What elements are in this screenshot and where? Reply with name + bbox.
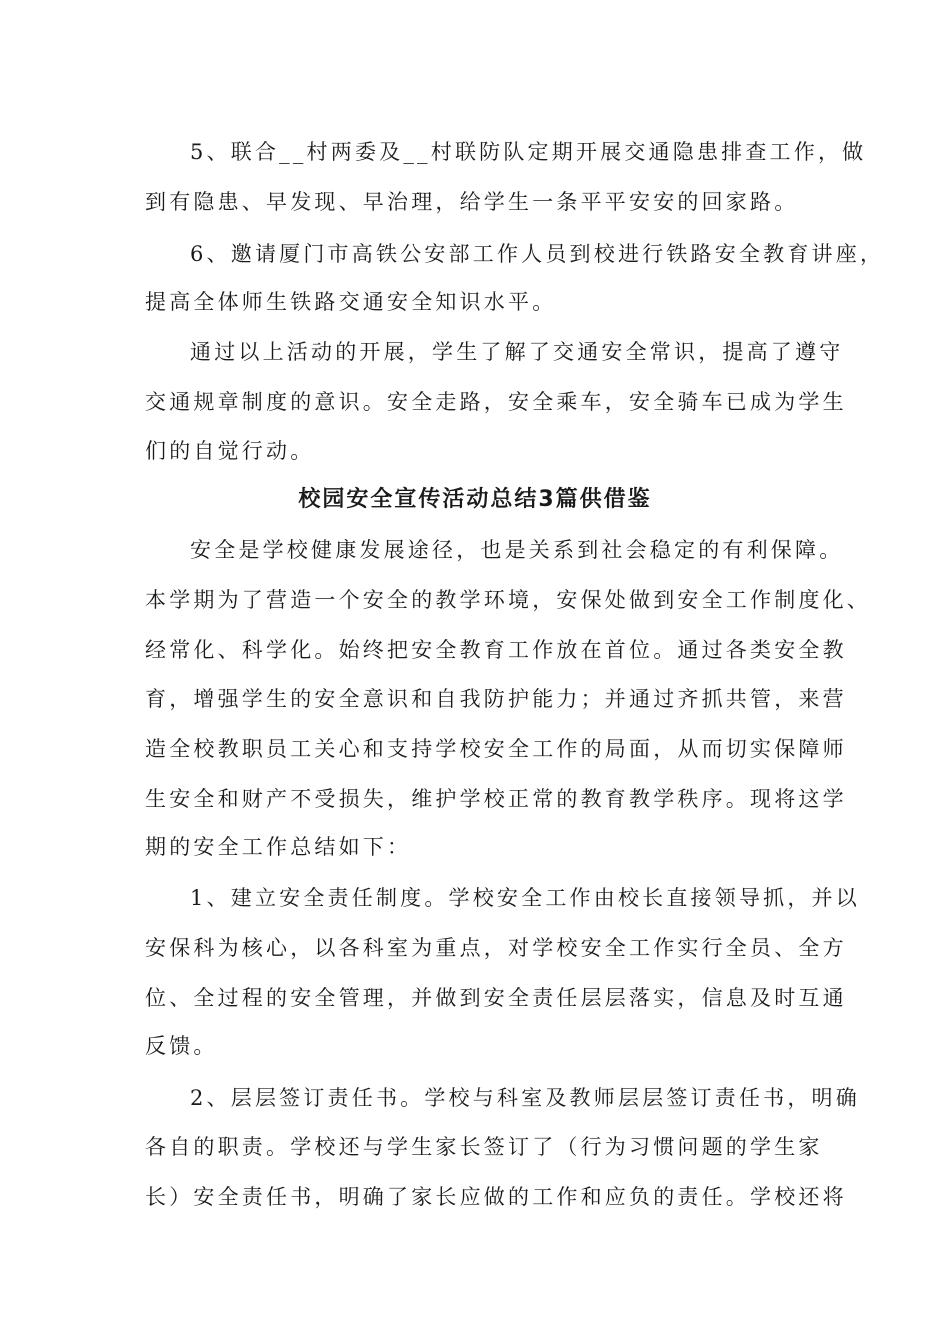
intro-paragraph-line-7: 期的安全工作总结如下：: [145, 835, 412, 859]
paragraph-6-line-1: 6、邀请厦门市高铁公安部工作人员到校进行铁路安全教育讲座，: [190, 242, 885, 266]
item-1-line-2: 安保科为核心，以各科室为重点，对学校安全工作实行全员、全方: [145, 936, 847, 960]
summary-paragraph-line-2: 交通规章制度的意识。安全走路，安全乘车，安全骑车已成为学生: [145, 390, 847, 414]
item-1-line-3: 位、全过程的安全管理，并做到安全责任层层落实，信息及时互通: [145, 986, 847, 1010]
intro-paragraph-line-1: 安全是学校健康发展途径，也是关系到社会稳定的有利保障。: [190, 538, 844, 562]
intro-paragraph-line-5: 造全校教职员工关心和支持学校安全工作的局面，从而切实保障师: [145, 737, 847, 761]
item-2-line-2: 各自的职责。学校还与学生家长签订了（行为习惯问题的学生家: [145, 1135, 823, 1159]
intro-paragraph-line-3: 经常化、科学化。始终把安全教育工作放在首位。通过各类安全教: [145, 638, 847, 662]
summary-paragraph-line-3: 们的自觉行动。: [145, 439, 315, 463]
intro-paragraph-line-4: 育，增强学生的安全意识和自我防护能力；并通过齐抓共管，来营: [145, 687, 847, 711]
summary-paragraph-line-1: 通过以上活动的开展，学生了解了交通安全常识，提高了遵守: [190, 340, 844, 364]
section-title: 校园安全宣传活动总结3篇供借鉴: [298, 487, 652, 512]
paragraph-6-line-2: 提高全体师生铁路交通安全知识水平。: [145, 290, 557, 314]
item-2-line-3: 长）安全责任书，明确了家长应做的工作和应负的责任。学校还将: [145, 1185, 847, 1209]
paragraph-5-line-1: 5、联合__村两委及__村联防队定期开展交通隐患排查工作，做: [190, 140, 867, 164]
intro-paragraph-line-2: 本学期为了营造一个安全的教学环境，安保处做到安全工作制度化、: [145, 588, 871, 612]
item-1-line-4: 反馈。: [145, 1034, 218, 1058]
intro-paragraph-line-6: 生安全和财产不受损失，维护学校正常的教育教学秩序。现将这学: [145, 787, 847, 811]
item-1-line-1: 1、建立安全责任制度。学校安全工作由校长直接领导抓，并以: [190, 886, 860, 910]
item-2-line-1: 2、层层签订责任书。学校与科室及教师层层签订责任书，明确: [190, 1086, 860, 1110]
paragraph-5-line-2: 到有隐患、早发现、早治理，给学生一条平平安安的回家路。: [145, 190, 799, 214]
